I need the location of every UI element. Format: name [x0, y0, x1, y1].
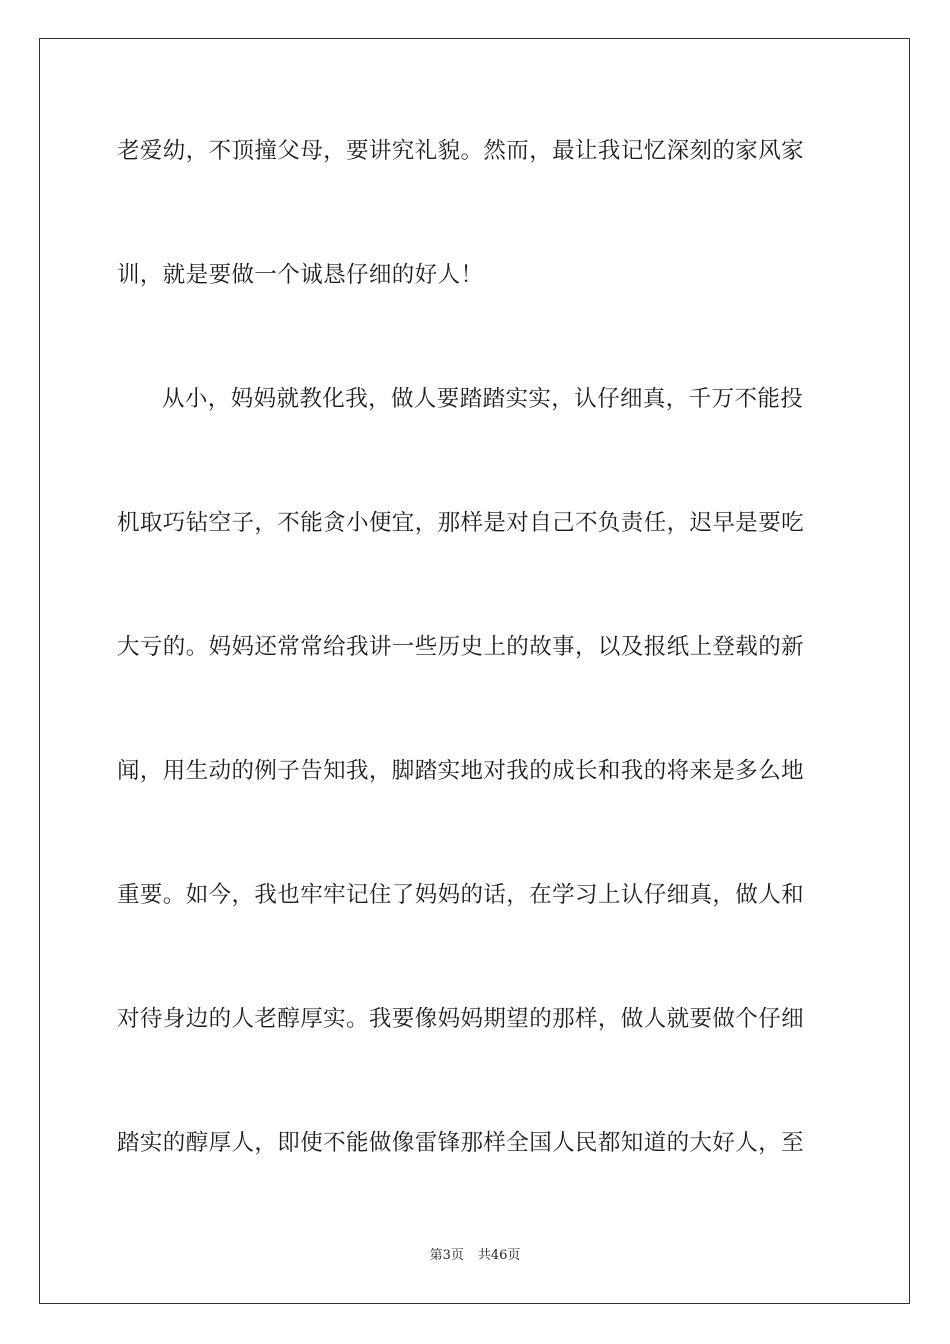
text-line-6: 闻，用生动的例子告知我，脚踏实地对我的成长和我的将来是多么地 [117, 758, 805, 784]
text-line-5: 大亏的。妈妈还常常给我讲一些历史上的故事，以及报纸上登载的新 [117, 634, 805, 660]
text-line-3: 从小，妈妈就教化我，做人要踏踏实实，认仔细真，千万不能投 [162, 386, 804, 412]
text-line-7: 重要。如今，我也牢牢记住了妈妈的话，在学习上认仔细真，做人和 [117, 882, 805, 908]
page-number: 第3页 [429, 1248, 464, 1263]
text-line-1: 老爱幼，不顶撞父母，要讲究礼貌。然而，最让我记忆深刻的家风家 [117, 138, 805, 164]
page-footer [0, 1247, 950, 1265]
text-line-8: 对待身边的人老醇厚实。我要像妈妈期望的那样，做人就要做个仔细 [117, 1006, 805, 1032]
page-border [39, 38, 910, 1304]
text-line-4: 机取巧钻空子，不能贪小便宜，那样是对自己不负责任，迟早是要吃 [117, 510, 805, 536]
page-total: 共46页 [477, 1248, 521, 1263]
text-line-9: 踏实的醇厚人，即使不能做像雷锋那样全国人民都知道的大好人，至 [117, 1130, 805, 1156]
text-line-2: 训，就是要做一个诚恳仔细的好人！ [117, 262, 484, 288]
